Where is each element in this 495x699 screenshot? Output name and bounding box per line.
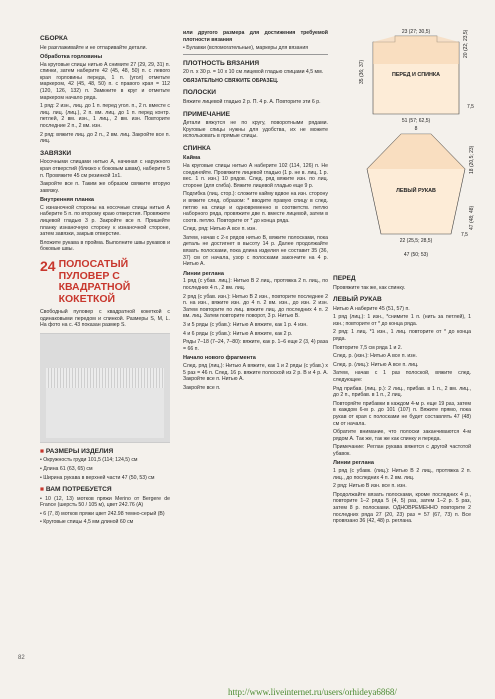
dim-sleeve-height-2: 47 (48; 48)	[469, 205, 475, 230]
left-sleeve-2: 1 ряд (лиц.): 1 изн., *снимите 1 п. (нить за петлей), 1 изн.; повторите от * до конца ряда.	[333, 314, 471, 327]
raglan-row-1: 1 ряд (с убав. лиц.): Нитью В 2 лиц., протяжка 2 п. лиц., по последних 4 п., 2 вм. лиц.	[183, 278, 328, 292]
material-item-2: • 6 (7, 8) мотков пряжи цвет 242.98 темно-серый (В)	[40, 510, 165, 517]
sleeve-raglan-2: 2 ряд: Нитью В изн. все п. изн.	[333, 483, 407, 490]
column-middle	[183, 30, 328, 393]
dim-height-1: 35 (36; 37)	[359, 59, 365, 84]
pattern-intro: Свободный пуловер с квадратной кокеткой с одинаковыми передом и спинкой. Размеры S, M, L. На фото на с. 43 показан размер S.	[40, 309, 170, 329]
assembly-text: Не разглаживайте и не отпаривайте детали.	[40, 44, 147, 51]
pins-text: • Булавки (вспомогательные), маркеры для вязания	[183, 45, 309, 52]
left-sleeve-10: Обратите внимание, что полоски заканчиваются 4-м рядом А. Так же, так же как спинку и переда.	[333, 429, 471, 442]
material-item-1: • 10 (12, 13) мотков пряжи Merino от Bergere de France (шерсть 50 / 105 м), цвет 242.76 (А)	[40, 495, 170, 509]
assembly-heading: СБОРКА	[40, 35, 68, 42]
left-sleeve-9: Повторяйте прибавки в каждом 4-м р. еще 19 раз, затем в каждом 6-м р. до 101 (107) п. Вяжите прямо, пока рукав от края с полосками не будет составлять 47 (48) см от начала.	[333, 400, 471, 427]
fold-text: Подгибка (лиц. стор.): сложите кайму вдвое на изн. сторону и вяжите след. образом: * вводите правую спицу в след. петлю на спице и одновременно в соответств. петлю наборного ряда, провяжите две п. вместе лицевой, затем в соотв. петлю. Повторите от * до конца ряда.	[183, 191, 328, 224]
dim-body-width: 51 (57; 62,5)	[401, 118, 431, 124]
size-item-1: • Окружность груди 101,5 (114; 124,5) см	[40, 457, 138, 464]
dim-side: 7,5	[467, 104, 474, 110]
page-number: 82	[18, 655, 25, 661]
materials-heading: ■ ВАМ ПОТРЕБУЕТСЯ	[40, 486, 112, 494]
gauge-note: ОБЯЗАТЕЛЬНО СВЯЖИТЕ ОБРАЗЕЦ.	[183, 77, 279, 84]
placket-heading: Внутренняя планка	[40, 197, 95, 204]
column-left	[40, 30, 170, 528]
ties-text-1: Носочными спицами нитью А, начиная с наружного края отверстий (близко к боковым швам), наберите 5 п. Провяжите 45 см резинкой 1x1.	[40, 159, 170, 179]
placket-text-1: С изнаночной стороны на носочные спицы нитью А наберите 5 п. по второму краю отверстия. Провяжите лицевой гладью 3 р. Закройте все п. Пришейте планку изнаночную сторону к изнаночной стороне, затем завязки, закрыв отверстие.	[40, 204, 170, 238]
pattern-title: ПОЛОСАТЫЙ ПУЛОВЕР С КВАДРАТНОЙ КОКЕТКОЙ	[58, 258, 131, 305]
left-sleeve-3: 2 ряд: 1 лиц. *1 изн., 1 лиц. повторите от * до конца ряда.	[333, 329, 471, 342]
neck-text-2: 1 ряд: 2 изн., лиц. до 1 п. перед угол. п., 2 п. вместе с лиц. лиц. (лиц.), 2 п. вм. лиц. до 1 п. перед контр. петлей, 2 вм. изн., 1 лиц., 2 вм. изн. Повторите последние 2 п., 2 вм. изн.	[40, 103, 170, 130]
raglan-heading: Линии реглана	[183, 270, 225, 277]
material-item-3: • Круговые спицы 4,5 мм длиной 60 см	[40, 519, 134, 526]
sleeve-top-shading	[367, 134, 465, 169]
dim-height-2: 20 (22; 23,5)	[463, 29, 469, 58]
fragment-end: Закройте все п.	[183, 384, 221, 391]
sweater-detail-photo	[40, 333, 170, 443]
back-heading: СПИНКА	[183, 144, 211, 152]
ribbed-hem-image	[46, 368, 164, 388]
sleeve-raglan-heading: Линии реглана	[333, 460, 375, 467]
needles-alt-text: или другого размера для достижения требуемой плотности вязания	[183, 30, 328, 43]
source-url[interactable]: http://www.liveinternet.ru/users/orhideya6868/	[228, 687, 397, 697]
sweater-body-image	[46, 388, 164, 438]
left-sleeve-1: Нитью А наберите 45 (51, 57) п.	[333, 305, 410, 312]
note-heading: ПРИМЕЧАНИЕ	[183, 110, 231, 118]
ties-text-2: Закройте все п. Таким же образом свяжите вторую завязку.	[40, 181, 170, 194]
left-sleeve-8: Ряд прибав. (лиц. р.): 2 лиц., прибав. в 1 п., 2 вм. лиц., до 2 п., прибав. в 1 п., 2 лиц.	[333, 385, 471, 399]
neck-heading: Обработка горловины	[40, 54, 103, 61]
note-text: Детали вяжутся не по кругу, поворотными рядами. Круговые спицы нужны для удобства, их не можете использовать в прямые спицы.	[183, 120, 328, 140]
dim-sleeve-top: 8	[414, 126, 418, 132]
left-sleeve-6: След. р. (лиц.): Нитью А все п. лиц.	[333, 361, 419, 368]
placket-text-2: Вложите рукава в пройма. Выполните швы рукавов и боковые швы.	[40, 239, 170, 253]
front-text: Провяжите так же, как спинку.	[333, 284, 406, 291]
size-item-3: • Ширина рукава в верхней части 47 (50, 53) см	[40, 474, 155, 481]
stripe-body-text: Затем, начав с 2-х рядов нитью В, вяжите полосками, пока деталь не достигнет в высоту 14 р. Далее продолжайте вязать полосками, пока длина изделия не составит 35 (36, 37) см от начала, узор с полосками закончите на 4 р. Нитью А.	[183, 234, 328, 268]
hem-heading: Кайма	[183, 155, 201, 162]
left-sleeve-heading: ЛЕВЫЙ РУКАВ	[333, 296, 382, 304]
dim-sleeve-width: 47 (50; 53)	[403, 252, 429, 258]
sleeve-raglan-1: 1 ряд (с убавк. (лиц.): Нитью В 2 лиц., протяжка 2 п. лиц., до последних 4 п. 2 вм. лиц.	[333, 468, 471, 481]
neck-text-1: На круговые спицы нитью А снимите 27 (29, 29, 31) п. спинки, затем наберите 42 (45, 48, 50) п. с левого края горловины переда, 1 п. (угол) отметьте маркером, 42 (45, 48, 50) п. с правого края = 112 (120, 126, 132) п. Замкните в круг и отметьте маркером начало ряда.	[40, 61, 170, 101]
dim-sleeve-height-1: 18 (20,5; 23)	[469, 145, 475, 174]
stripes-text: Вяжите лицевой гладью 2 р. П. 4 р. А. Повторите эти 6 р.	[183, 98, 321, 105]
next-row-text: След. ряд: Нитью А все п. изн.	[183, 226, 257, 233]
pattern-number: 24	[40, 258, 56, 275]
sleeve-raglan-3: Продолжайте вязать полосками, кроме последних 4 р., повторите 1–2 ряда 5 (4, 5) раз, затем 1–2 р. 5 раз, затем 8 р. полосками. ОДНОВРЕМЕННО повторите 2 последних ряда 27 (20, 23) раз = 57 (67, 73) п. Все провязано 36 (42, 48) р. реглана.	[333, 491, 471, 525]
sizes-heading: ■ РАЗМЕРЫ ИЗДЕЛИЯ	[40, 447, 114, 455]
hem-text: На круговые спицы нитью А наберите 102 (114, 126) п. Не соединяйте. Провяжите лицевой гладью (1 р. не в. лиц. 1 р. вес. 1 п. изн.) 10 рядов. След. ряд вяжите изн. по лиц. стороне (для сгиба). Вяжите лицевой гладью еще 9 р.	[183, 162, 328, 189]
sleeve-label: ЛЕВЫЙ РУКАВ	[396, 188, 436, 194]
divider	[183, 54, 328, 55]
neck-text-3: 2 ряд: вяжите лиц. до 2 п., 2 вм. лиц. Закройте все п. лиц.	[40, 131, 170, 145]
schematic-diagram	[355, 29, 480, 264]
raglan-row-4: 4 и 6 ряды (с убав.): Нитью А вяжите, как 2 р.	[183, 330, 293, 337]
dim-top: 23 (27; 30,5)	[401, 29, 431, 35]
gauge-text: 20 п. x 30 р. = 10 x 10 см лицевой гладью спицами 4,5 мм.	[183, 69, 324, 76]
left-sleeve-5: След. р. (изн.): Нитью А все п. изн.	[333, 353, 417, 360]
left-sleeve-4: Повторите 7,5 см ряда 1 и 2.	[333, 344, 403, 351]
size-item-2: • Длина 61 (63, 65) см	[40, 465, 93, 472]
yoke-shading	[373, 36, 459, 64]
stripes-heading: ПОЛОСКИ	[183, 89, 216, 97]
front-back-label: ПЕРЕД И СПИНКА	[391, 72, 441, 78]
column-right	[333, 270, 471, 527]
raglan-row-2: 2 ряд (с убав. изн.): Нитью В 2 изн., повторите последнее 2 п. на изн., вяжите изн. до 4 п. 2 вм. изн., до изн. 2 изн. Затем повторите по лиц. вяжите лиц. до последних 4 п. 2 вм. лиц. Затем повторите поворот, 3 р. Нитью В.	[183, 293, 328, 320]
left-sleeve-7: Затем, начав с 1 раз полоской, вяжите след. следующее:	[333, 370, 471, 383]
fragment-heading: Начало нового фрагмента	[183, 355, 256, 362]
dim-cuff-height: 7,5	[461, 232, 468, 238]
raglan-row-5: Ряды 7–18 (7–24, 7–80): вяжите, как р. 1–6 еще 2 (3, 4) раза = 66 п.	[183, 339, 328, 352]
fragment-text: След. ряд (лиц.): Нитью А вяжите, как 1 и 2 ряды (с убав.) х 5 раз = 46 п. След. 16 р. вяжите полоской из 2 р. В и 4 р. А. Закройте все п. Нитью А.	[183, 362, 328, 383]
gauge-heading: ПЛОТНОСТЬ ВЯЗАНИЯ	[183, 59, 260, 67]
raglan-row-3: 3 и 5 ряды (с убав.): Нитью А вяжите, как 1 р. 4 изн.	[183, 322, 308, 328]
front-heading: ПЕРЕД	[333, 275, 356, 282]
ties-heading: ЗАВЯЗКИ	[40, 149, 72, 157]
left-sleeve-note: Примечание: Реглан рукава вяжется с другой частотой убавок.	[333, 444, 471, 457]
dim-cuff-width: 22 (25,5; 28,5)	[399, 238, 433, 244]
pattern-title-block	[40, 259, 170, 305]
